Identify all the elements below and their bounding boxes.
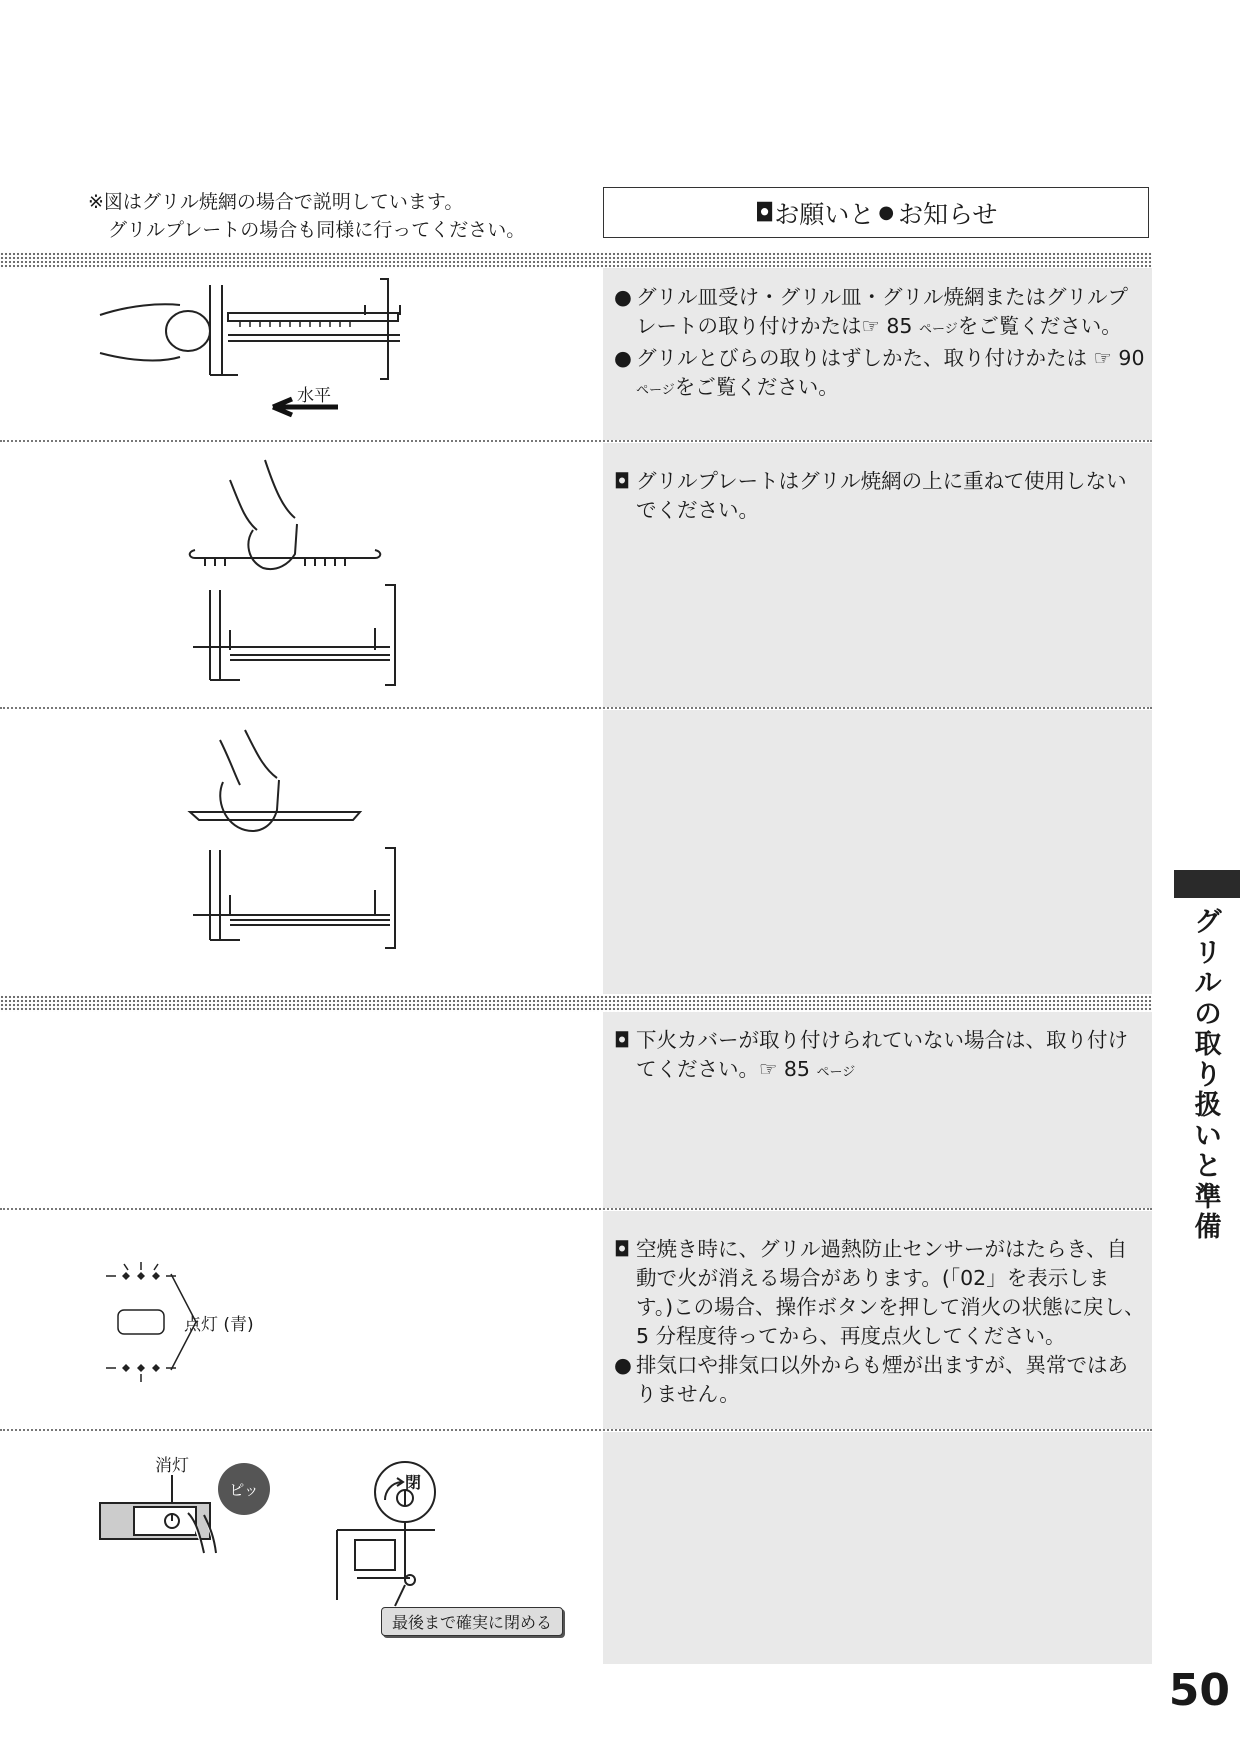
section-divider [0, 995, 1152, 1012]
row5-text [614, 1235, 1146, 1409]
list-item [614, 1351, 1146, 1409]
caution-icon: ◘ [614, 1237, 631, 1261]
section-divider [0, 252, 1152, 269]
caution-icon: ◘ [614, 1028, 631, 1052]
caution-icon: ◘ [614, 469, 631, 493]
bullet-icon: ● [614, 285, 632, 309]
list-item-text: グリル皿受け・グリル皿・グリル焼網またはグリルプレートの取り付けかたは☞ 85 [636, 285, 1128, 338]
chapter-char: の [1194, 998, 1222, 1030]
label-lit-blue: 点灯 (青) [184, 1315, 254, 1335]
page-ref: ページ [816, 1065, 856, 1080]
chapter-char: り [1194, 1059, 1222, 1091]
chapter-title-vertical [1178, 908, 1238, 1244]
header-title-prefix: お願いと [774, 199, 875, 229]
operation-button [100, 1475, 230, 1555]
illustration-plate-flat [185, 730, 425, 950]
list-item [614, 283, 1146, 344]
row1-text [614, 283, 1146, 405]
chapter-char: 備 [1194, 1212, 1222, 1243]
illustration-plate-on-grill [185, 460, 425, 690]
panel-row3 [603, 710, 1152, 994]
bullet-icon: ● [878, 202, 895, 223]
chapter-char: リ [1194, 937, 1222, 969]
header-title-suffix: お知らせ [898, 199, 998, 229]
list-item [614, 1235, 1146, 1351]
row-divider [0, 707, 1152, 709]
chapter-char: グ [1194, 907, 1222, 938]
list-item [614, 1026, 1146, 1087]
label-horizontal: 水平 [297, 386, 331, 406]
figure-note-line2: グリルプレートの場合も同様に行ってください。 [108, 219, 526, 241]
list-item-tail: をご覧ください。 [674, 375, 839, 399]
panel-row6 [603, 1432, 1152, 1664]
indicator-lamp-icon [96, 1262, 186, 1382]
label-close: 閉 [405, 1473, 422, 1492]
bullet-icon: ● [614, 346, 632, 370]
section-header [603, 187, 1149, 238]
chapter-char: 取 [1194, 1029, 1222, 1060]
beep-bubble: ピッ [218, 1463, 270, 1515]
list-item-tail: をご覧ください。 [957, 314, 1122, 338]
list-item-text: グリルプレートはグリル焼網の上に重ねて使用しないでください。 [636, 469, 1127, 522]
chapter-char: ル [1194, 968, 1222, 999]
valve-illustration [335, 1460, 455, 1610]
list-item-text: グリルとびらの取りはずしかた、取り付けかたは ☞ 90 [636, 346, 1145, 370]
row2-text [614, 467, 1146, 525]
figure-note [88, 188, 525, 244]
figure-note-line1: ※図はグリル焼網の場合で説明しています。 [88, 191, 464, 213]
list-item-text: 空焼き時に、グリル過熱防止センサーがはたらき、自動で火が消える場合があります。(「02」を表示します。)この場合、操作ボタンを押して消火の状態に戻し、5 分程度待ってから、再度点火してください。 [636, 1237, 1145, 1348]
list-item-text: 排気口や排気口以外からも煙が出ますが、異常ではありません。 [636, 1353, 1128, 1406]
label-light-off: 消灯 [155, 1456, 189, 1476]
illustration-insert-rack [100, 275, 420, 415]
bullet-icon: ● [614, 1353, 632, 1377]
chapter-char: い [1194, 1120, 1222, 1152]
page-ref: ページ [919, 322, 958, 337]
list-item [614, 467, 1146, 525]
chapter-char: と [1194, 1151, 1222, 1182]
chapter-char: 準 [1194, 1181, 1222, 1213]
page-ref: ページ [636, 383, 675, 398]
callout-close-fully: 最後まで確実に閉める [381, 1607, 563, 1636]
row-divider [0, 440, 1152, 442]
row-divider [0, 1208, 1152, 1210]
list-item [614, 344, 1146, 405]
row-divider [0, 1429, 1152, 1431]
chapter-char: 扱 [1194, 1090, 1222, 1121]
list-item-text: 下火カバーが取り付けられていない場合は、取り付けてください。☞ 85 [636, 1028, 1128, 1081]
page-number: 50 [1168, 1665, 1230, 1716]
caution-icon: ◘ [754, 198, 775, 227]
chapter-tab [1174, 870, 1240, 898]
row4-text [614, 1026, 1146, 1087]
